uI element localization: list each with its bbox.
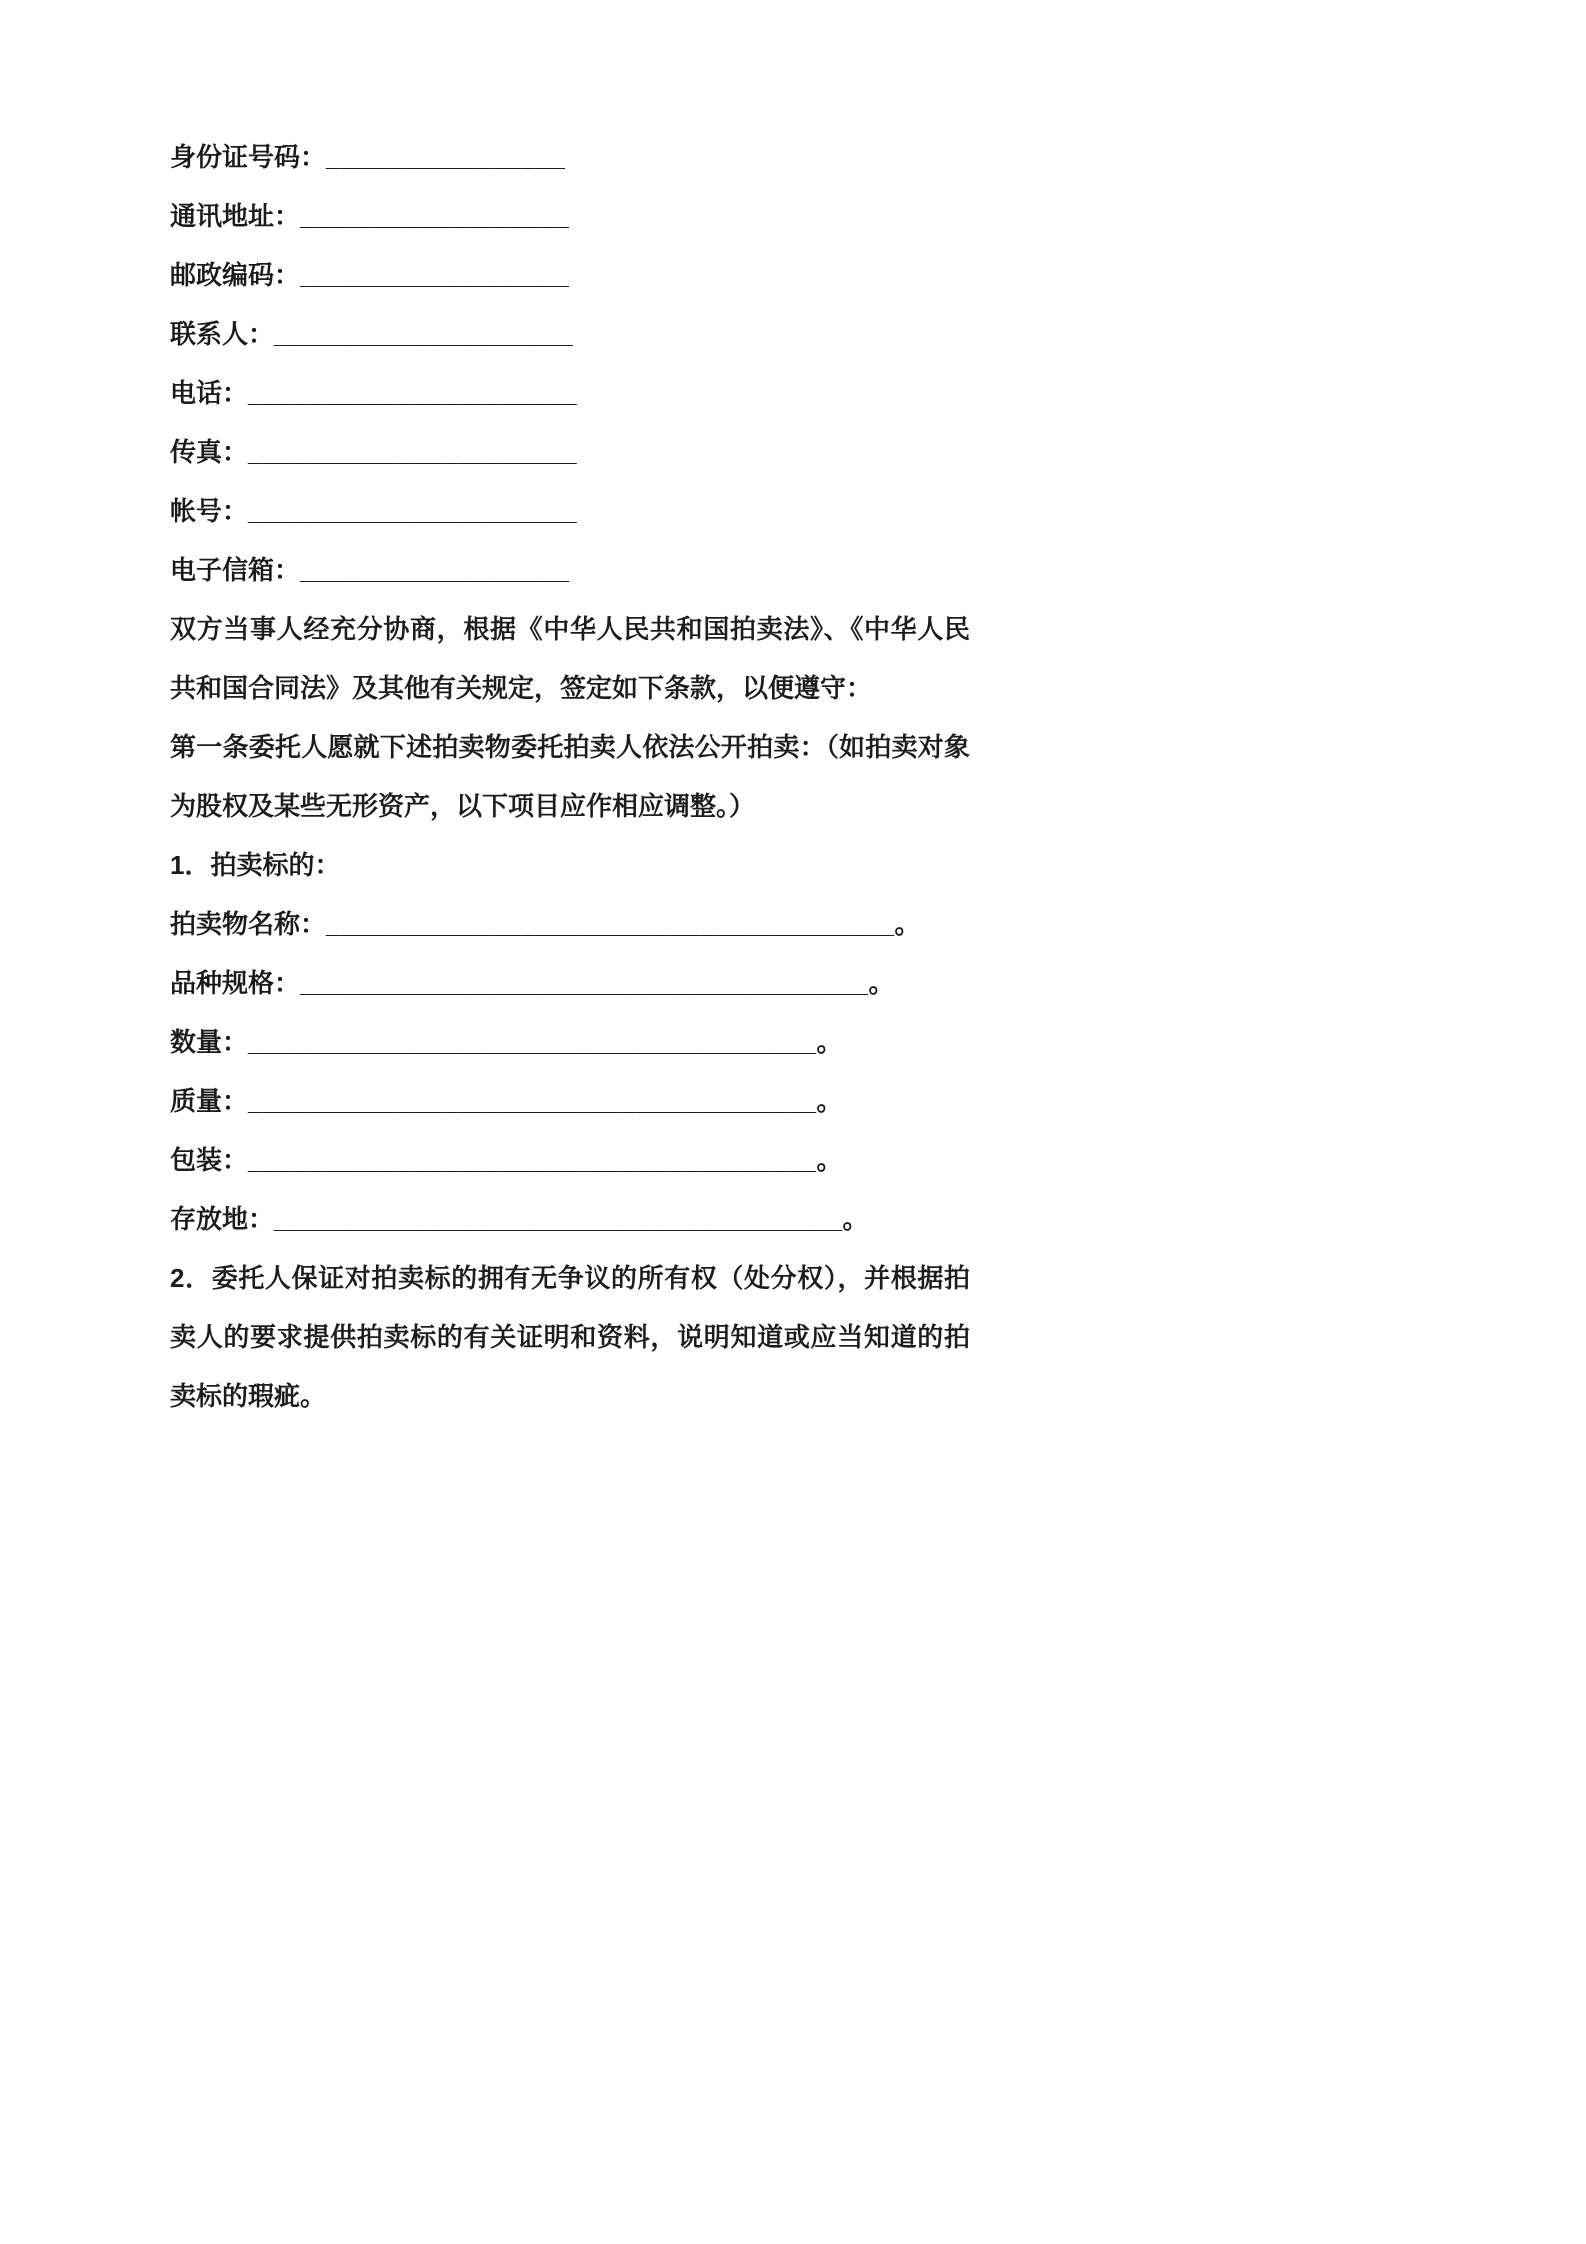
field-row-account-number <box>170 482 970 541</box>
field-label-auction-item-name: 拍卖物名称： <box>170 909 327 939</box>
field-blank-auction-item-name: ______________________________________。 <box>326 909 921 939</box>
field-row-quality <box>170 1072 970 1131</box>
field-row-email <box>170 541 970 600</box>
article-one-paragraph: 第一条委托人愿就下述拍卖物委托拍卖人依法公开拍卖：（如拍卖对象为股权及某些无形资产，以下项目应作相应调整。） <box>170 732 970 821</box>
clause-two-paragraph: 2．委托人保证对拍卖标的拥有无争议的所有权（处分权），并根据拍卖人的要求提供拍卖标的有关证明和资料，说明知道或应当知道的拍卖标的瑕疵。 <box>170 1263 970 1411</box>
field-label-account-number: 帐号： <box>170 496 249 526</box>
field-blank-packaging: ______________________________________。 <box>248 1145 843 1175</box>
field-blank-quantity: ______________________________________。 <box>248 1027 843 1057</box>
field-row-packaging <box>170 1131 970 1190</box>
field-label-contact-person: 联系人： <box>170 319 275 349</box>
field-blank-mailing-address: __________________ <box>300 201 570 231</box>
field-row-auction-item-name <box>170 895 970 954</box>
field-row-fax <box>170 423 970 482</box>
field-label-postal-code: 邮政编码： <box>170 260 301 290</box>
item-heading: 1．拍卖标的： <box>170 850 341 880</box>
field-label-id-number: 身份证号码： <box>170 142 327 172</box>
field-row-postal-code <box>170 246 970 305</box>
field-row-quantity <box>170 1013 970 1072</box>
field-label-phone: 电话： <box>170 378 249 408</box>
field-row-id-number <box>170 128 970 187</box>
field-row-contact-person <box>170 305 970 364</box>
field-blank-quality: ______________________________________。 <box>248 1086 843 1116</box>
field-blank-email: __________________ <box>300 555 570 585</box>
field-row-mailing-address <box>170 187 970 246</box>
field-row-storage-location <box>170 1190 970 1249</box>
field-row-variety-spec <box>170 954 970 1013</box>
field-label-packaging: 包装： <box>170 1145 249 1175</box>
field-blank-id-number: ________________ <box>326 142 566 172</box>
field-label-mailing-address: 通讯地址： <box>170 201 301 231</box>
intro-paragraph: 双方当事人经充分协商，根据《中华人民共和国拍卖法》、《中华人民共和国合同法》及其他有关规定，签定如下条款，以便遵守： <box>170 614 970 703</box>
field-label-fax: 传真： <box>170 437 249 467</box>
field-blank-account-number: ______________________ <box>248 496 578 526</box>
field-blank-storage-location: ______________________________________。 <box>274 1204 869 1234</box>
field-label-quality: 质量： <box>170 1086 249 1116</box>
field-label-variety-spec: 品种规格： <box>170 968 301 998</box>
field-blank-variety-spec: ______________________________________。 <box>300 968 895 998</box>
field-blank-contact-person: ____________________ <box>274 319 574 349</box>
field-blank-fax: ______________________ <box>248 437 578 467</box>
field-label-email: 电子信箱： <box>170 555 301 585</box>
field-row-phone <box>170 364 970 423</box>
field-label-quantity: 数量： <box>170 1027 249 1057</box>
document-content <box>170 128 970 1426</box>
field-blank-postal-code: __________________ <box>300 260 570 290</box>
field-blank-phone: ______________________ <box>248 378 578 408</box>
field-label-storage-location: 存放地： <box>170 1204 275 1234</box>
